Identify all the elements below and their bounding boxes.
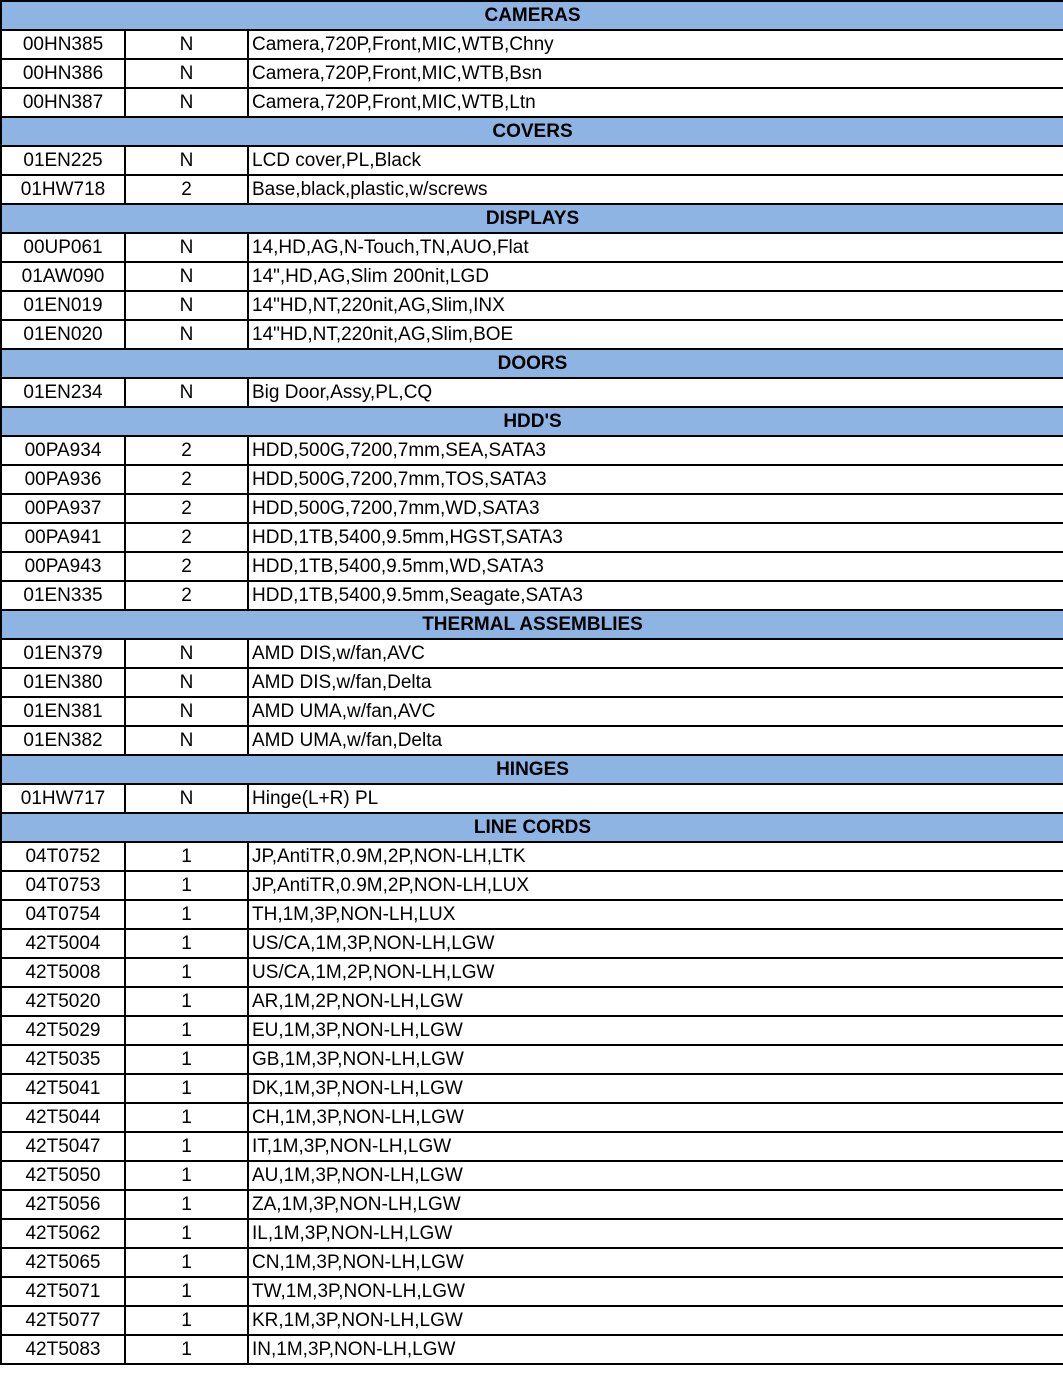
description-cell: Camera,720P,Front,MIC,WTB,Bsn bbox=[248, 59, 1063, 88]
table-row bbox=[1, 987, 1063, 1016]
table-row bbox=[1, 668, 1063, 697]
section-title: COVERS bbox=[1, 117, 1063, 146]
description-cell: JP,AntiTR,0.9M,2P,NON-LH,LTK bbox=[248, 842, 1063, 871]
part-number-cell: 42T5020 bbox=[1, 987, 125, 1016]
section-title: CAMERAS bbox=[1, 1, 1063, 30]
csu-cell: 2 bbox=[125, 494, 248, 523]
section-title: DISPLAYS bbox=[1, 204, 1063, 233]
parts-table-body bbox=[1, 1, 1063, 1364]
csu-cell: N bbox=[125, 30, 248, 59]
table-row bbox=[1, 1306, 1063, 1335]
part-number-cell: 04T0753 bbox=[1, 871, 125, 900]
csu-cell: N bbox=[125, 146, 248, 175]
description-cell: IL,1M,3P,NON-LH,LGW bbox=[248, 1219, 1063, 1248]
table-row bbox=[1, 697, 1063, 726]
csu-cell: 1 bbox=[125, 1277, 248, 1306]
part-number-cell: 01AW090 bbox=[1, 262, 125, 291]
table-row bbox=[1, 1219, 1063, 1248]
section-header-row bbox=[1, 204, 1063, 233]
table-row bbox=[1, 233, 1063, 262]
description-cell: JP,AntiTR,0.9M,2P,NON-LH,LUX bbox=[248, 871, 1063, 900]
csu-cell: 1 bbox=[125, 929, 248, 958]
description-cell: HDD,1TB,5400,9.5mm,HGST,SATA3 bbox=[248, 523, 1063, 552]
csu-cell: N bbox=[125, 378, 248, 407]
csu-cell: 1 bbox=[125, 1016, 248, 1045]
part-number-cell: 01EN225 bbox=[1, 146, 125, 175]
csu-cell: 1 bbox=[125, 1219, 248, 1248]
part-number-cell: 42T5004 bbox=[1, 929, 125, 958]
csu-cell: N bbox=[125, 697, 248, 726]
part-number-cell: 00HN385 bbox=[1, 30, 125, 59]
part-number-cell: 00PA943 bbox=[1, 552, 125, 581]
part-number-cell: 01EN381 bbox=[1, 697, 125, 726]
table-row bbox=[1, 146, 1063, 175]
description-cell: HDD,500G,7200,7mm,TOS,SATA3 bbox=[248, 465, 1063, 494]
table-row bbox=[1, 1190, 1063, 1219]
table-row bbox=[1, 59, 1063, 88]
table-row bbox=[1, 871, 1063, 900]
part-number-cell: 00PA941 bbox=[1, 523, 125, 552]
part-number-cell: 42T5050 bbox=[1, 1161, 125, 1190]
table-row bbox=[1, 842, 1063, 871]
description-cell: HDD,1TB,5400,9.5mm,WD,SATA3 bbox=[248, 552, 1063, 581]
description-cell: HDD,500G,7200,7mm,SEA,SATA3 bbox=[248, 436, 1063, 465]
part-number-cell: 42T5047 bbox=[1, 1132, 125, 1161]
csu-cell: 1 bbox=[125, 1074, 248, 1103]
part-number-cell: 00HN387 bbox=[1, 88, 125, 117]
table-row bbox=[1, 958, 1063, 987]
table-row bbox=[1, 1248, 1063, 1277]
table-row bbox=[1, 1045, 1063, 1074]
part-number-cell: 42T5056 bbox=[1, 1190, 125, 1219]
csu-cell: 1 bbox=[125, 1103, 248, 1132]
table-row bbox=[1, 1161, 1063, 1190]
description-cell: AMD DIS,w/fan,AVC bbox=[248, 639, 1063, 668]
csu-cell: 1 bbox=[125, 1161, 248, 1190]
description-cell: IN,1M,3P,NON-LH,LGW bbox=[248, 1335, 1063, 1364]
table-row bbox=[1, 581, 1063, 610]
part-number-cell: 01HW718 bbox=[1, 175, 125, 204]
table-row bbox=[1, 1074, 1063, 1103]
description-cell: Camera,720P,Front,MIC,WTB,Ltn bbox=[248, 88, 1063, 117]
csu-cell: N bbox=[125, 320, 248, 349]
table-row bbox=[1, 1103, 1063, 1132]
section-title: THERMAL ASSEMBLIES bbox=[1, 610, 1063, 639]
description-cell: IT,1M,3P,NON-LH,LGW bbox=[248, 1132, 1063, 1161]
csu-cell: 2 bbox=[125, 552, 248, 581]
table-row bbox=[1, 1016, 1063, 1045]
section-title: HINGES bbox=[1, 755, 1063, 784]
csu-cell: N bbox=[125, 291, 248, 320]
description-cell: AMD UMA,w/fan,Delta bbox=[248, 726, 1063, 755]
table-row bbox=[1, 465, 1063, 494]
csu-cell: 1 bbox=[125, 871, 248, 900]
description-cell: 14,HD,AG,N-Touch,TN,AUO,Flat bbox=[248, 233, 1063, 262]
csu-cell: 2 bbox=[125, 436, 248, 465]
table-row bbox=[1, 436, 1063, 465]
csu-cell: 1 bbox=[125, 1132, 248, 1161]
section-header-row bbox=[1, 1, 1063, 30]
description-cell: KR,1M,3P,NON-LH,LGW bbox=[248, 1306, 1063, 1335]
part-number-cell: 42T5062 bbox=[1, 1219, 125, 1248]
part-number-cell: 00PA937 bbox=[1, 494, 125, 523]
section-header-row bbox=[1, 117, 1063, 146]
description-cell: HDD,1TB,5400,9.5mm,Seagate,SATA3 bbox=[248, 581, 1063, 610]
table-row bbox=[1, 291, 1063, 320]
section-header-row bbox=[1, 755, 1063, 784]
part-number-cell: 42T5044 bbox=[1, 1103, 125, 1132]
csu-cell: N bbox=[125, 726, 248, 755]
section-header-row bbox=[1, 610, 1063, 639]
csu-cell: N bbox=[125, 668, 248, 697]
csu-cell: 2 bbox=[125, 175, 248, 204]
part-number-cell: 01EN019 bbox=[1, 291, 125, 320]
description-cell: Big Door,Assy,PL,CQ bbox=[248, 378, 1063, 407]
part-number-cell: 42T5041 bbox=[1, 1074, 125, 1103]
part-number-cell: 01EN380 bbox=[1, 668, 125, 697]
table-row bbox=[1, 552, 1063, 581]
description-cell: AMD DIS,w/fan,Delta bbox=[248, 668, 1063, 697]
section-header-row bbox=[1, 813, 1063, 842]
description-cell: LCD cover,PL,Black bbox=[248, 146, 1063, 175]
csu-cell: N bbox=[125, 233, 248, 262]
csu-cell: 1 bbox=[125, 1045, 248, 1074]
description-cell: 14"HD,NT,220nit,AG,Slim,INX bbox=[248, 291, 1063, 320]
table-row bbox=[1, 320, 1063, 349]
table-row bbox=[1, 639, 1063, 668]
description-cell: 14",HD,AG,Slim 200nit,LGD bbox=[248, 262, 1063, 291]
part-number-cell: 01EN335 bbox=[1, 581, 125, 610]
csu-cell: 1 bbox=[125, 900, 248, 929]
csu-cell: 1 bbox=[125, 1190, 248, 1219]
table-row bbox=[1, 1132, 1063, 1161]
description-cell: EU,1M,3P,NON-LH,LGW bbox=[248, 1016, 1063, 1045]
csu-cell: 1 bbox=[125, 1335, 248, 1364]
csu-cell: 1 bbox=[125, 842, 248, 871]
description-cell: 14"HD,NT,220nit,AG,Slim,BOE bbox=[248, 320, 1063, 349]
part-number-cell: 42T5035 bbox=[1, 1045, 125, 1074]
description-cell: ZA,1M,3P,NON-LH,LGW bbox=[248, 1190, 1063, 1219]
description-cell: Hinge(L+R) PL bbox=[248, 784, 1063, 813]
part-number-cell: 01EN234 bbox=[1, 378, 125, 407]
description-cell: DK,1M,3P,NON-LH,LGW bbox=[248, 1074, 1063, 1103]
part-number-cell: 01EN379 bbox=[1, 639, 125, 668]
part-number-cell: 00PA936 bbox=[1, 465, 125, 494]
csu-cell: N bbox=[125, 88, 248, 117]
csu-cell: 1 bbox=[125, 987, 248, 1016]
table-row bbox=[1, 30, 1063, 59]
table-row bbox=[1, 784, 1063, 813]
description-cell: US/CA,1M,2P,NON-LH,LGW bbox=[248, 958, 1063, 987]
description-cell: US/CA,1M,3P,NON-LH,LGW bbox=[248, 929, 1063, 958]
part-number-cell: 00UP061 bbox=[1, 233, 125, 262]
table-row bbox=[1, 929, 1063, 958]
table-row bbox=[1, 900, 1063, 929]
table-row bbox=[1, 378, 1063, 407]
csu-cell: N bbox=[125, 59, 248, 88]
part-number-cell: 01HW717 bbox=[1, 784, 125, 813]
description-cell: TH,1M,3P,NON-LH,LUX bbox=[248, 900, 1063, 929]
table-row bbox=[1, 262, 1063, 291]
section-title: LINE CORDS bbox=[1, 813, 1063, 842]
part-number-cell: 04T0754 bbox=[1, 900, 125, 929]
csu-cell: N bbox=[125, 639, 248, 668]
description-cell: AMD UMA,w/fan,AVC bbox=[248, 697, 1063, 726]
csu-cell: 2 bbox=[125, 581, 248, 610]
description-cell: GB,1M,3P,NON-LH,LGW bbox=[248, 1045, 1063, 1074]
table-row bbox=[1, 1277, 1063, 1306]
part-number-cell: 42T5029 bbox=[1, 1016, 125, 1045]
table-row bbox=[1, 175, 1063, 204]
part-number-cell: 42T5077 bbox=[1, 1306, 125, 1335]
part-number-cell: 42T5083 bbox=[1, 1335, 125, 1364]
csu-cell: 1 bbox=[125, 958, 248, 987]
table-row bbox=[1, 88, 1063, 117]
table-row bbox=[1, 726, 1063, 755]
csu-cell: N bbox=[125, 262, 248, 291]
table-row bbox=[1, 494, 1063, 523]
description-cell: CN,1M,3P,NON-LH,LGW bbox=[248, 1248, 1063, 1277]
part-number-cell: 00PA934 bbox=[1, 436, 125, 465]
csu-cell: 1 bbox=[125, 1248, 248, 1277]
part-number-cell: 42T5071 bbox=[1, 1277, 125, 1306]
table-row bbox=[1, 523, 1063, 552]
section-title: HDD'S bbox=[1, 407, 1063, 436]
csu-cell: 2 bbox=[125, 465, 248, 494]
part-number-cell: 01EN020 bbox=[1, 320, 125, 349]
csu-cell: 1 bbox=[125, 1306, 248, 1335]
section-header-row bbox=[1, 349, 1063, 378]
description-cell: Camera,720P,Front,MIC,WTB,Chny bbox=[248, 30, 1063, 59]
part-number-cell: 42T5065 bbox=[1, 1248, 125, 1277]
description-cell: Base,black,plastic,w/screws bbox=[248, 175, 1063, 204]
table-row bbox=[1, 1335, 1063, 1364]
description-cell: AU,1M,3P,NON-LH,LGW bbox=[248, 1161, 1063, 1190]
section-title: DOORS bbox=[1, 349, 1063, 378]
description-cell: AR,1M,2P,NON-LH,LGW bbox=[248, 987, 1063, 1016]
csu-cell: 2 bbox=[125, 523, 248, 552]
part-number-cell: 00HN386 bbox=[1, 59, 125, 88]
description-cell: TW,1M,3P,NON-LH,LGW bbox=[248, 1277, 1063, 1306]
description-cell: HDD,500G,7200,7mm,WD,SATA3 bbox=[248, 494, 1063, 523]
part-number-cell: 42T5008 bbox=[1, 958, 125, 987]
part-number-cell: 01EN382 bbox=[1, 726, 125, 755]
section-header-row bbox=[1, 407, 1063, 436]
description-cell: CH,1M,3P,NON-LH,LGW bbox=[248, 1103, 1063, 1132]
part-number-cell: 04T0752 bbox=[1, 842, 125, 871]
csu-cell: N bbox=[125, 784, 248, 813]
